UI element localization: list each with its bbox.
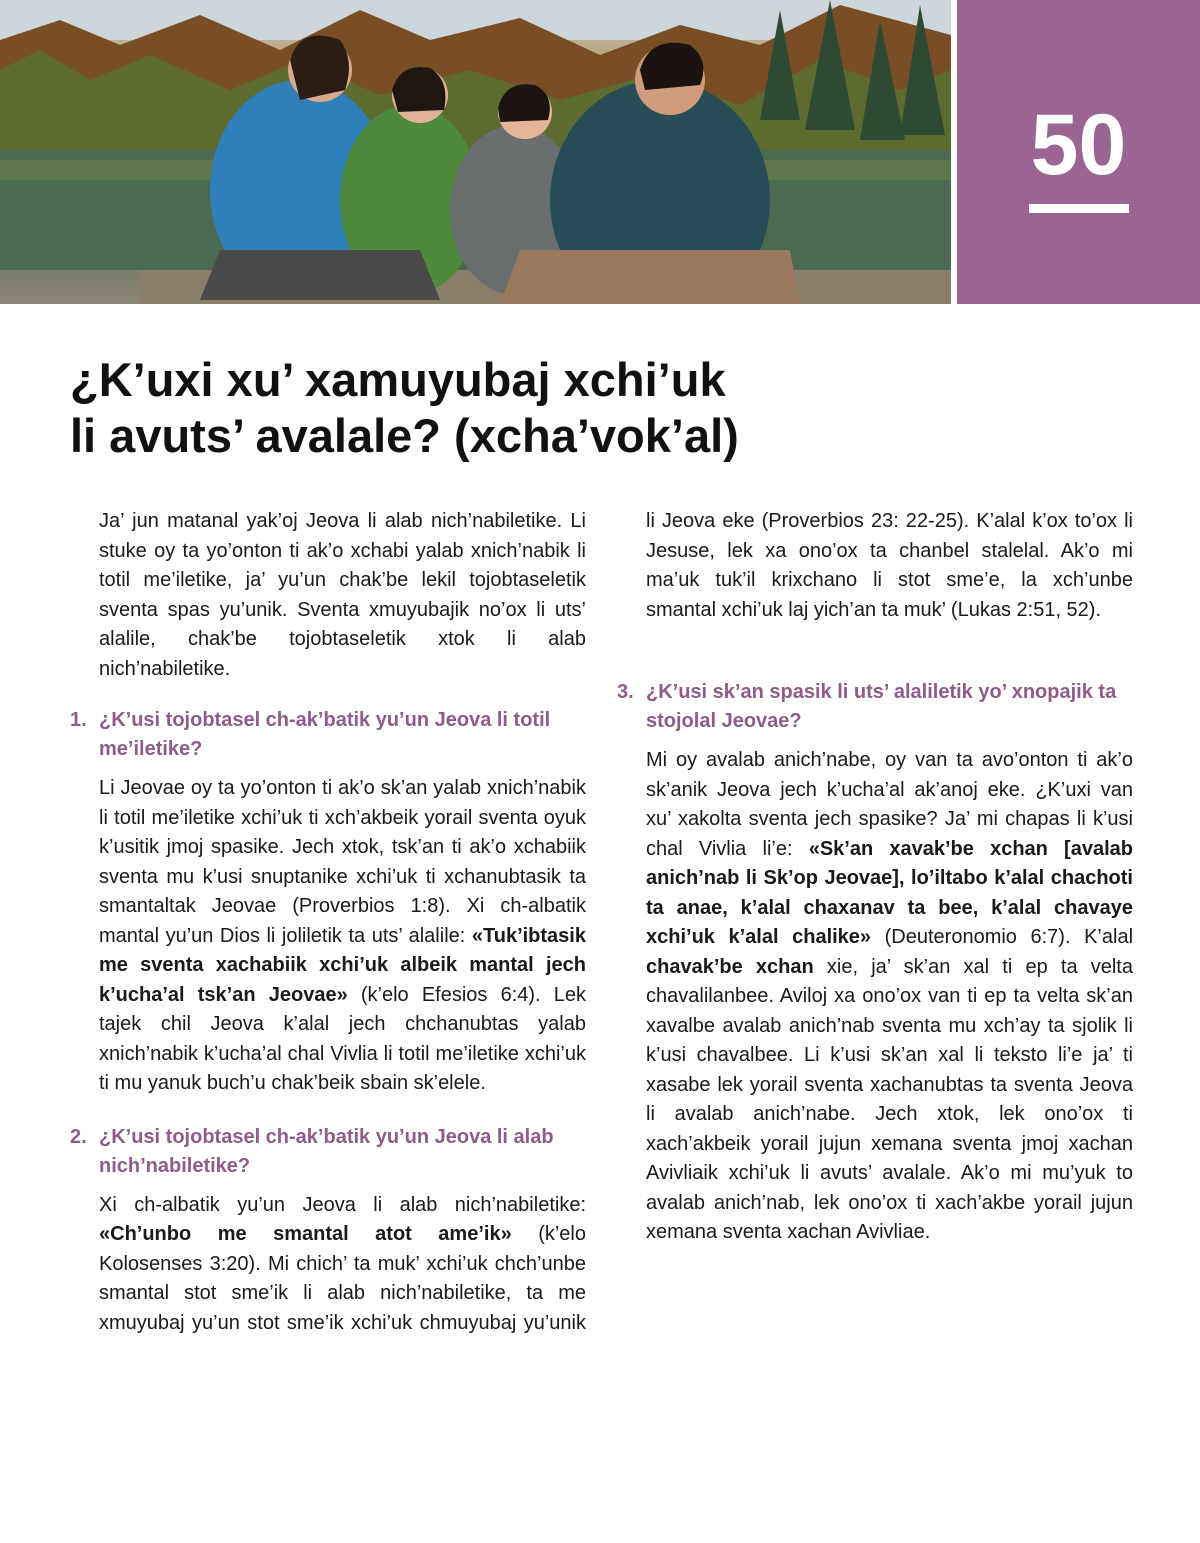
- question-1-number: 1.: [70, 709, 87, 731]
- answer-2-continued-flow: [646, 507, 1133, 625]
- hero-photo: [0, 0, 951, 304]
- question-3-number: 3.: [617, 681, 634, 703]
- answer-3-quote: «Sk’an xavak’be xchan [avalab anich’nab li Sk’op Jeovae], lo’iltabo k’alal chachoti ta anae, k’alal chaxanav ta bee, k’alal chavaye xchi’uk k’alal chalike»: [646, 837, 1133, 948]
- answer-2-continued: [617, 507, 1133, 654]
- answer-2-quote: «Ch’unbo me smantal atot ame’ik»: [99, 1223, 512, 1245]
- answer-2-text-b: (k’elo Kolosenses 3:20). Mi chich’ ta muk’ xchi’uk chch’unbe smantal stot sme’ik li alab nich’nabiletike, ta me xmuyubaj yu’un stot sme’ik xchi’uk chmuyubaj yu’unik: [99, 1223, 586, 1334]
- lesson-number: 50: [1030, 97, 1127, 193]
- right-column: [617, 507, 1133, 1248]
- page-title: [70, 352, 950, 464]
- answer-2-text-a: Xi ch-albatik yu’un Jeova li alab nich’nabiletike:: [99, 1193, 586, 1216]
- lesson-number-badge: [957, 0, 1200, 304]
- family-photo-illustration: [0, 0, 951, 304]
- question-3-text: ¿K’usi sk’an spasik li uts’ alaliletik yo’ xnopajik ta stojolal Jeovae?: [646, 681, 1117, 732]
- answer-1-text-a: Li Jeovae oy ta yo’onton ti ak’o sk’an yalab xnich’nabik li totil me’iletike xchi’uk ti xch’akbeik yorail sventa oyuk k’usitik jmoj spasike. Jech xtok, tsk’an ti ak’o xchabiik sventa mu k’usi snuptanike xchi’uk ti xchanubtasik ta smantaltak Jeovae (Proverbios 1:8). Xi ch-albatik mantal yu’un Dios li joliletik ta uts’ alalile:: [99, 777, 586, 947]
- lesson-number-underline: [1029, 204, 1129, 213]
- answer-3-text-b: (Deuteronomio 6:7). K’alal: [871, 926, 1134, 948]
- answer-1-paragraph: [70, 774, 586, 1099]
- answer-3-text-c: xie, ja’ sk’an xal ti ep ta velta chavalilanbee. Aviloj xa ono’ox van ti ep ta velta sk’an xavalbe avalab anich’nab sventa mu xch’ay ta sjolik li k’usi chavalbee. Li k’usi sk’an xal li teksto li’e ja’ ti xasabe lek yorail sventa xachanubtas ta sventa Jeova li avalab anich’nabe. Jech xtok, lek ono’ox ti xach’akbeik yorail jujun xemana sventa jmoj xachan Avivliaik xchi’uk li avuts’ avalale. Ak’o mi mu’yuk to avalab anich’nab, lek ono’ox ti xach’akbe yorail jujun xemana sventa xachan Avivliae.: [646, 955, 1133, 1243]
- answer-3-text-a: Mi oy avalab anich’nabe, oy van ta avo’onton ti ak’o sk’anik Jeova jech k’ucha’al ak’anoj eke. ¿K’uxi van xu’ xakolta sventa jech spasike? Ja’ mi chapas li k’usi chal Vivlia li’e:: [646, 749, 1133, 860]
- page-title-line-1: ¿K’uxi xu’ xamuyubaj xchi’uk: [70, 353, 726, 406]
- answer-3-bold-term: chavak’be xchan: [646, 955, 814, 978]
- answer-2-text-b-continued: li Jeova eke (Proverbios 23: 22-25). K’alal k’ox to’ox li Jesuse, lek xa ono’ox ta chanbel stalelal. Ak’o mi ma’uk tuk’il krixchano li stot sme’e, la xch’unbe smantal xchi’uk laj yich’an ta muk’ (Lukas 2:51, 52).: [646, 510, 1133, 621]
- question-3: [617, 678, 1133, 736]
- answer-2-paragraph: [70, 1191, 586, 1338]
- left-column: [70, 507, 586, 1338]
- page-title-line-2: li avuts’ avalale? (xcha’vok’al): [70, 409, 739, 462]
- question-2: [70, 1123, 586, 1181]
- answer-3-paragraph: [617, 746, 1133, 1248]
- intro-paragraph: Ja’ jun matanal yak’oj Jeova li alab nich’nabiletike. Li stuke oy ta yo’onton ti ak’o xchabi yalab xnich’nabik li totil me’iletike, ja’ yu’un chak’be lekil tojobtaseletik sventa spas yu’unik. Sventa xmuyubajik no’ox li uts’ alalile, chak’be tojobtaseletik xtok li alab nich’nabiletike.: [99, 510, 586, 680]
- question-2-text: ¿K’usi tojobtasel ch-ak’batik yu’un Jeova li alab nich’nabiletike?: [99, 1125, 554, 1177]
- question-2-number: 2.: [70, 1125, 87, 1148]
- question-1: [70, 706, 586, 764]
- question-1-text: ¿K’usi tojobtasel ch-ak’batik yu’un Jeova li totil me’iletike?: [99, 709, 551, 760]
- answer-1-text-b: (k’elo Efesios 6:4). Lek tajek chil Jeova k’alal jech chchanubtas yalab xnich’nabik k’ucha’al chal Vivlia li totil me’iletike xchi’uk ti mu yanuk buch’u chak’beik sbain sk’elele.: [99, 983, 586, 1094]
- answer-1-quote: «Tuk’ibtasik me sventa xachabiik xchi’uk albeik mantal jech k’ucha’al tsk’an Jeovae»: [99, 924, 586, 1006]
